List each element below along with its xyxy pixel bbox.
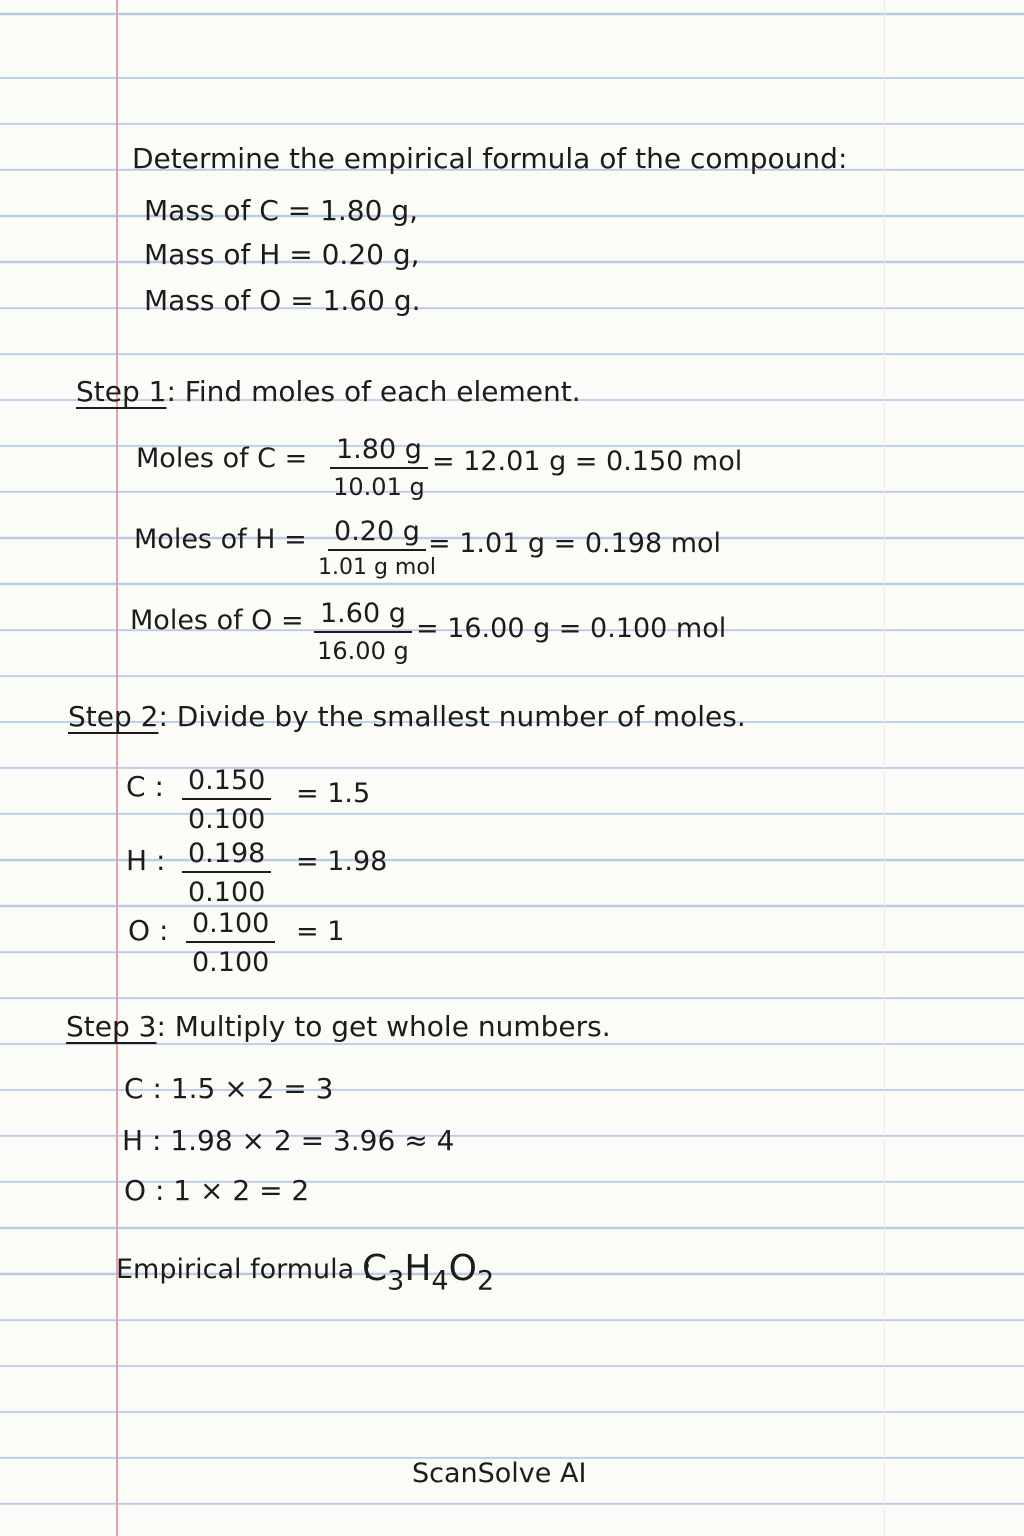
step1-row-h-fraction xyxy=(318,516,436,580)
step3-row-c: C : 1.5 × 2 = 3 xyxy=(124,1072,334,1105)
step2-row-o-numerator: 0.100 xyxy=(186,908,275,943)
empirical-formula-value xyxy=(362,1248,494,1296)
step1-row-o-numerator: 1.60 g xyxy=(314,598,412,633)
step2-row-c-denominator: 0.100 xyxy=(188,804,266,835)
mass-c: Mass of C = 1.80 g, xyxy=(144,194,419,227)
formula-element-c: C xyxy=(362,1248,388,1289)
empirical-formula-label: Empirical formula : xyxy=(116,1254,372,1285)
margin-line xyxy=(116,0,118,1536)
problem-prompt: Determine the empirical formula of the compound: xyxy=(132,142,848,175)
step2-row-h-lhs: H : xyxy=(126,844,166,877)
formula-count-c: 3 xyxy=(387,1265,405,1297)
footer-brand: ScanSolve AI xyxy=(412,1458,587,1489)
formula-count-h: 4 xyxy=(431,1265,449,1297)
step2-row-o-lhs: O : xyxy=(128,914,169,947)
step1-row-o-fraction xyxy=(314,598,412,665)
step1-row-c-numerator: 1.80 g xyxy=(330,434,428,469)
step1-row-h-lhs: Moles of H = xyxy=(134,524,307,555)
step1-row-c-fraction xyxy=(330,434,428,501)
step1-row-c-lhs: Moles of C = xyxy=(136,443,308,474)
step2-row-c-rhs: = 1.5 xyxy=(296,778,371,809)
step1-row-h-denominator: 1.01 g mol xyxy=(318,555,436,580)
step2-row-c-numerator: 0.150 xyxy=(182,765,271,800)
step1-title: : Find moles of each element. xyxy=(166,375,581,408)
step2-row-o-denominator: 0.100 xyxy=(192,947,270,978)
step3-title: : Multiply to get whole numbers. xyxy=(156,1010,611,1043)
step2-row-h-denominator: 0.100 xyxy=(188,877,266,908)
step3-label: Step 3 xyxy=(66,1010,157,1043)
step1-row-h-rhs: = 1.01 g = 0.198 mol xyxy=(428,528,722,559)
step3-row-h: H : 1.98 × 2 = 3.96 ≈ 4 xyxy=(122,1124,455,1157)
step2-label: Step 2 xyxy=(68,700,159,733)
step1-row-c-denominator: 10.01 g xyxy=(333,473,425,501)
formula-count-o: 2 xyxy=(476,1265,495,1297)
formula-element-h: H xyxy=(404,1248,432,1289)
step2-row-c-lhs: C : xyxy=(126,770,164,803)
step2-row-o-fraction xyxy=(186,908,275,978)
step1-row-c-rhs: = 12.01 g = 0.150 mol xyxy=(432,446,743,477)
step1-row-o-rhs: = 16.00 g = 0.100 mol xyxy=(416,613,727,644)
step3-row-o: O : 1 × 2 = 2 xyxy=(124,1174,310,1207)
step2-title: : Divide by the smallest number of moles. xyxy=(158,700,746,733)
step1-label: Step 1 xyxy=(76,375,167,408)
step2-row-c-fraction xyxy=(182,765,271,835)
step2-heading xyxy=(68,700,746,733)
step1-row-h-numerator: 0.20 g xyxy=(328,516,426,551)
step3-heading xyxy=(66,1010,611,1043)
mass-o: Mass of O = 1.60 g. xyxy=(144,284,421,317)
formula-element-o: O xyxy=(448,1248,477,1289)
step2-row-h-numerator: 0.198 xyxy=(182,838,271,873)
right-edge-line xyxy=(884,0,885,1536)
step2-row-h-fraction xyxy=(182,838,271,908)
mass-h: Mass of H = 0.20 g, xyxy=(144,238,420,271)
step1-row-o-denominator: 16.00 g xyxy=(317,637,409,665)
step2-row-h-rhs: = 1.98 xyxy=(296,846,388,877)
step1-heading xyxy=(76,375,581,408)
step1-row-o-lhs: Moles of O = xyxy=(130,605,304,636)
step2-row-o-rhs: = 1 xyxy=(296,916,345,947)
